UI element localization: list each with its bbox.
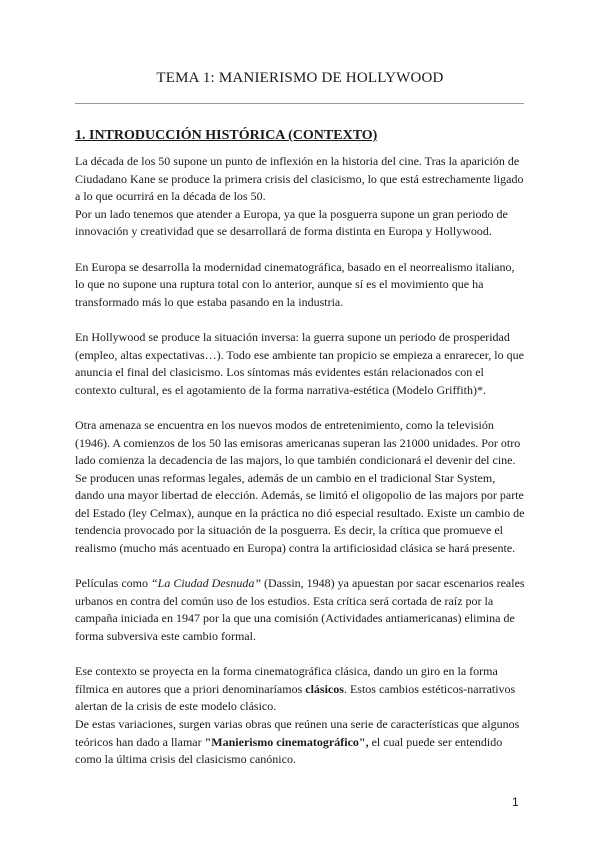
paragraph-1b: Por un lado tenemos que atender a Europa, ya que la posguerra supone un gran periodo de innovación y creatividad que se desarrollará de forma distinta en Europa y Hollywood.: [75, 206, 508, 239]
paragraph-6b-text: el cual puede ser entendido como la última crisis del clasicismo canónico.: [75, 734, 503, 767]
paragraph-5: [75, 575, 525, 645]
paragraph-3: En Hollywood se produce la situación inversa: la guerra supone un periodo de prosperidad (empleo, altas expectativas…). Todo ese ambiente tan propicio se empieza a enrarecer, lo que anuncia el final del clasicismo. Los síntomas más evidentes están relacionados con el contexto cultural, es el agotamiento de la forma narrativa-estética (Modelo Griffith)*.: [75, 329, 524, 397]
page-title: TEMA 1: MANIERISMO DE HOLLYWOOD: [156, 70, 444, 86]
paragraph-2: En Europa se desarrolla la modernidad cinematográfica, basado en el neorrealismo italiano, lo que no supone una ruptura total con lo anterior, aunque sí es el movimiento que ha transformado más lo que estaba pasando en la industria.: [75, 259, 515, 309]
paragraph-6b: [75, 716, 525, 769]
body-text: [75, 153, 525, 769]
page-number: 1: [512, 795, 519, 809]
bold-term: "Manierismo cinematográfico",: [204, 734, 369, 749]
paragraph-6a-text: . Estos cambios estéticos-narrativos alertan de la crisis de este modelo clásico.: [75, 681, 516, 714]
title-divider: [75, 103, 524, 104]
paragraph-5-text: Películas como: [75, 576, 151, 591]
paragraph-5-text: (Dassin, 1948) ya apuestan por sacar escenarios reales urbanos en contra del común uso de los estudios. Esta crítica será cortada de raíz por la campaña iniciada en 1947 por la que una comisión (Actividades antiamericanas) elimina de forma subversiva este cambio formal.: [75, 576, 525, 644]
paragraph-1a: La década de los 50 supone un punto de inflexión en la historia del cine. Tras la aparición de Ciudadano Kane se produce la primera crisis del clasicismo, lo que está estrechamente ligado a lo que ocurrirá en la década de los 50.: [75, 154, 524, 204]
paragraph-6a-text: Ese contexto se proyecta en la forma cinematográfica clásica, dando un giro en la forma fílmica en autores que a priori denominaríamos: [75, 664, 498, 696]
paragraph-4: Otra amenaza se encuentra en los nuevos modos de entretenimiento, como la televisión (1946). A comienzos de los 50 las emisoras americanas superan las 21000 unidades. Por otro lado comienza la decadencia de las majors, lo que también condicionará el devenir del cine. Se producen unas reformas legales, además de un cambio en el tradicional Star System, dando una mayor libertad de elección. Además, se limitó el oligopolio de las majors por parte del Estado (ley Celmax), aunque en la práctica no dió especial resultado. Existe un cambio de tendencia provocado por la situación de la posguerra. Es decir, la crítica que promueve el realismo (mucho más acentuado en Europa) contra la artificiosidad clásica se hará presente.: [75, 417, 525, 556]
film-title: “La Ciudad Desnuda”: [150, 576, 262, 591]
bold-term: clásicos: [305, 681, 344, 696]
paragraph-6b-text: De estas variaciones, surgen varias obras que reúnen una serie de características que algunos teóricos han dado a llamar: [75, 717, 520, 749]
paragraph-6a: [75, 663, 525, 716]
section-heading: 1. INTRODUCCIÓN HISTÓRICA (CONTEXTO): [75, 128, 378, 143]
